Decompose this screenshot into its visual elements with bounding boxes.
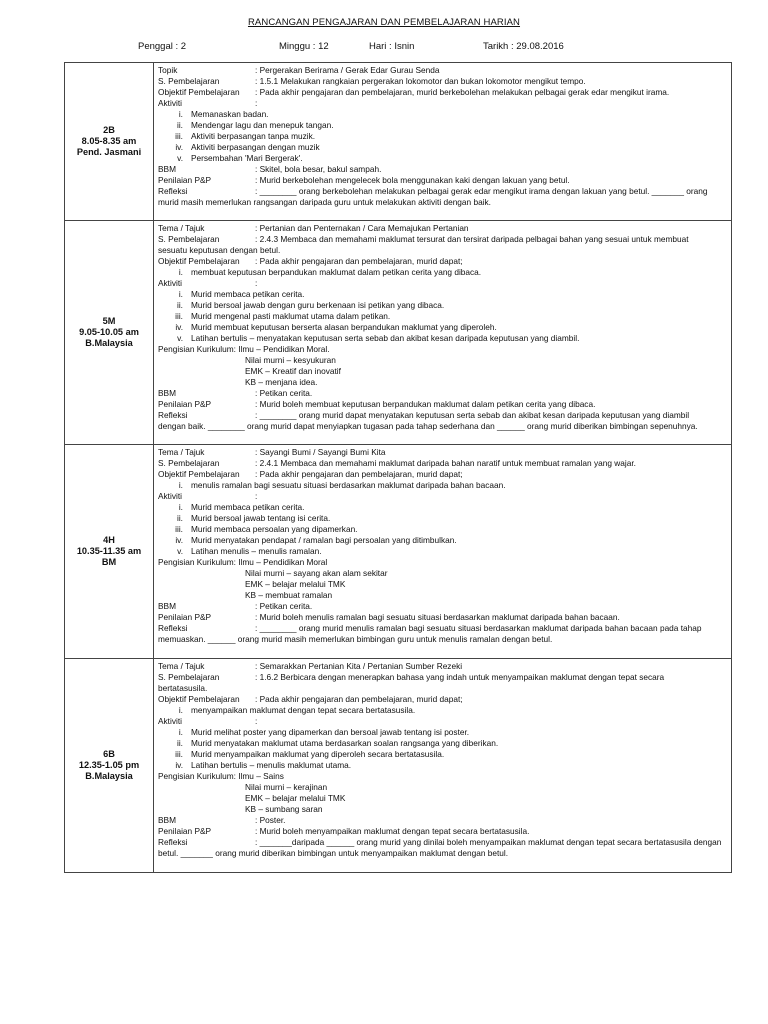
- field-value: : ________ orang berkebolehan melakukan pelbagai gerak edar mengikut irama dengan lakuan yang betul. _______ orang: [255, 186, 708, 196]
- field-value: KB – menjana idea.: [245, 377, 318, 387]
- class-info: 8.05-8.35 am: [81, 136, 137, 146]
- lesson-row: [65, 63, 732, 221]
- field-value: : Poster.: [255, 815, 286, 825]
- class-cell: [65, 445, 154, 659]
- field-value: : ________ orang murid menulis ramalan bagi sesuatu situasi berdasarkan maklumat daripada bahan bacaan pada tahap: [255, 623, 702, 633]
- field-label: BBM: [158, 815, 176, 825]
- standard-line: [158, 672, 727, 683]
- activity-item: [158, 300, 727, 311]
- penggal-label: Penggal : 2: [138, 41, 187, 52]
- field-value: KB – membuat ramalan: [245, 590, 333, 600]
- field-value: EMK – belajar melalui TMK: [245, 793, 346, 803]
- field-value: : 2.4.3 Membaca dan memahami maklumat tersurat dan tersirat daripada pelbagai bahan yang sesuai untuk membuat: [255, 234, 689, 244]
- item-text: Murid menyatakan maklumat utama berdasarkan soalan rangsanga yang diberikan.: [191, 738, 499, 748]
- reflection-line: [158, 623, 727, 634]
- field-label: S. Pembelajaran: [158, 234, 220, 244]
- field-value: : _______daripada ______ orang murid yang dinilai boleh menyampaikan maklumat dengan tepat secara bertatasusila dengan: [255, 837, 722, 847]
- field-value: : Pada akhir pengajaran dan pembelajaran, murid dapat;: [255, 256, 463, 266]
- field-label: S. Pembelajaran: [158, 76, 220, 86]
- topic-line: [158, 661, 727, 672]
- field-label: Penilaian P&P: [158, 612, 212, 622]
- field-value: Pengisian Kurikulum: Ilmu – Pendidikan Moral: [158, 557, 328, 567]
- activity-heading: [158, 491, 727, 502]
- curriculum-line: [158, 344, 727, 355]
- assessment-line: [158, 612, 727, 623]
- topic-line: [158, 223, 727, 234]
- curriculum-line: [158, 557, 727, 568]
- activity-item: [158, 502, 727, 513]
- field-value: : Skitel, bola besar, bakul sampah.: [255, 164, 382, 174]
- field-value: betul. _______ orang murid diberikan bimbingan untuk menyampaikan maklumat dengan betul.: [158, 848, 509, 858]
- field-value: : Murid boleh menulis ramalan bagi sesuatu situasi berdasarkan maklumat daripada bahan bacaan.: [255, 612, 620, 622]
- field-value: EMK – Kreatif dan inovatif: [245, 366, 341, 376]
- activity-item: [158, 546, 727, 557]
- item-text: Murid melihat poster yang dipamerkan dan bersoal jawab tentang isi poster.: [191, 727, 470, 737]
- item-text: Murid bersoal jawab tentang isi cerita.: [191, 513, 331, 523]
- field-label: Penilaian P&P: [158, 175, 212, 185]
- field-value: : Petikan cerita.: [255, 601, 313, 611]
- field-value: : 1.5.1 Melakukan rangkaian pergerakan lokomotor dan bukan lokomotor mengikut tempo.: [255, 76, 586, 86]
- item-number: ii.: [177, 738, 183, 748]
- field-value: : Pada akhir pengajaran dan pembelajaran, murid dapat;: [255, 694, 463, 704]
- item-number: iv.: [175, 142, 183, 152]
- activity-item: [158, 749, 727, 760]
- activity-item: [158, 311, 727, 322]
- item-number: iv.: [175, 535, 183, 545]
- curriculum-line: [158, 771, 727, 782]
- item-text: Murid membaca petikan cerita.: [191, 502, 305, 512]
- field-label: Tema / Tajuk: [158, 661, 205, 671]
- item-number: iii.: [175, 749, 183, 759]
- field-label: Refleksi: [158, 410, 188, 420]
- field-value: : Semarakkan Pertanian Kita / Pertanian Sumber Rezeki: [255, 661, 463, 671]
- objective-line: [158, 256, 727, 267]
- lesson-content: [154, 63, 732, 221]
- materials-line: [158, 164, 727, 175]
- class-info: B.Malaysia: [85, 338, 133, 348]
- class-cell: [65, 659, 154, 873]
- objective-line: [158, 694, 727, 705]
- class-cell: [65, 63, 154, 221]
- activity-heading: [158, 98, 727, 109]
- item-text: membuat keputusan berpandukan maklumat dalam petikan cerita yang dibaca.: [191, 267, 482, 277]
- field-value: Nilai murni – kerajinan: [245, 782, 328, 792]
- field-label: Refleksi: [158, 186, 188, 196]
- item-number: ii.: [177, 120, 183, 130]
- reflection-line-cont: [158, 421, 727, 432]
- objective-item: [158, 267, 727, 278]
- item-text: Latihan menulis – menulis ramalan.: [191, 546, 322, 556]
- item-number: ii.: [177, 513, 183, 523]
- item-number: i.: [178, 267, 183, 277]
- assessment-line: [158, 826, 727, 837]
- field-label: Tema / Tajuk: [158, 447, 205, 457]
- class-info: 10.35-11.35 am: [76, 546, 142, 556]
- field-value: : 2.4.1 Membaca dan memahami maklumat daripada bahan naratif untuk membuat ramalan yang wajar.: [255, 458, 636, 468]
- activity-item: [158, 289, 727, 300]
- reflection-line: [158, 186, 727, 197]
- activity-item: [158, 131, 727, 142]
- field-value: : Murid boleh menyampaikan maklumat dengan tepat secara bertatasusila.: [255, 826, 530, 836]
- class-info: 9.05-10.05 am: [79, 327, 139, 337]
- field-value: :: [255, 491, 258, 501]
- field-label: Aktiviti: [158, 98, 182, 108]
- activity-item: [158, 760, 727, 771]
- objective-line: [158, 469, 727, 480]
- field-label: Objektif Pembelajaran: [158, 694, 240, 704]
- class-info: B.Malaysia: [85, 771, 133, 781]
- curriculum-item: [158, 377, 727, 388]
- standard-line: [158, 76, 727, 87]
- activity-item: [158, 738, 727, 749]
- standard-line: [158, 458, 727, 469]
- lesson-row: [65, 445, 732, 659]
- reflection-line: [158, 837, 727, 848]
- item-text: Memanaskan badan.: [191, 109, 269, 119]
- curriculum-item: [158, 366, 727, 377]
- document-title: RANCANGAN PENGAJARAN DAN PEMBELAJARAN HARIAN: [247, 17, 521, 28]
- field-label: Topik: [158, 65, 178, 75]
- item-text: Murid bersoal jawab dengan guru berkenaan isi petikan yang dibaca.: [191, 300, 445, 310]
- reflection-line-cont: [158, 197, 727, 208]
- assessment-line: [158, 399, 727, 410]
- standard-line: [158, 234, 727, 245]
- class-cell: [65, 221, 154, 445]
- field-label: Tema / Tajuk: [158, 223, 205, 233]
- field-value: : Pada akhir pengajaran dan pembelajaran, murid berkebolehan melakukan pelbagai gerak edar mengikut irama.: [255, 87, 670, 97]
- field-value: KB – sumbang saran: [245, 804, 323, 814]
- activity-item: [158, 727, 727, 738]
- item-text: Persembahan 'Mari Bergerak'.: [191, 153, 303, 163]
- field-value: Nilai murni – sayang akan alam sekitar: [245, 568, 388, 578]
- item-number: i.: [178, 480, 183, 490]
- topic-line: [158, 447, 727, 458]
- activity-item: [158, 120, 727, 131]
- item-text: menyampaikan maklumat dengan tepat secara bertatasusila.: [191, 705, 416, 715]
- item-text: Aktiviti berpasangan dengan muzik: [191, 142, 320, 152]
- curriculum-item: [158, 579, 727, 590]
- item-text: Murid mengenal pasti maklumat utama dalam petikan.: [191, 311, 391, 321]
- lesson-content: [154, 659, 732, 873]
- item-number: ii.: [177, 300, 183, 310]
- field-value: : 1.6.2 Berbicara dengan menerapkan bahasa yang indah untuk menyampaikan maklumat dengan tepat secara: [255, 672, 665, 682]
- item-text: Latihan bertulis – menyatakan keputusan serta sebab dan akibat kesan daripada keputusan yang diambil.: [191, 333, 580, 343]
- item-number: iii.: [175, 311, 183, 321]
- item-number: i.: [178, 727, 183, 737]
- field-value: :: [255, 98, 258, 108]
- activity-item: [158, 513, 727, 524]
- field-label: Objektif Pembelajaran: [158, 87, 240, 97]
- materials-line: [158, 388, 727, 399]
- field-value: : ________ orang murid dapat menyatakan keputusan serta sebab dan akibat kesan daripada keputusan yang diambil: [255, 410, 690, 420]
- curriculum-item: [158, 355, 727, 366]
- field-value: :: [255, 278, 258, 288]
- field-value: : Petikan cerita.: [255, 388, 313, 398]
- field-label: Aktiviti: [158, 716, 182, 726]
- standard-line-cont: [158, 683, 727, 694]
- item-number: i.: [178, 705, 183, 715]
- reflection-line: [158, 410, 727, 421]
- field-label: S. Pembelajaran: [158, 672, 220, 682]
- curriculum-item: [158, 804, 727, 815]
- item-number: iii.: [175, 131, 183, 141]
- item-text: Latihan bertulis – menulis maklumat utama.: [191, 760, 352, 770]
- reflection-line-cont: [158, 634, 727, 645]
- item-number: v.: [177, 333, 183, 343]
- field-label: Refleksi: [158, 837, 188, 847]
- objective-item: [158, 705, 727, 716]
- activity-item: [158, 535, 727, 546]
- lesson-content: [154, 221, 732, 445]
- item-text: Mendengar lagu dan menepuk tangan.: [191, 120, 334, 130]
- field-value: : Sayangi Bumi / Sayangi Bumi Kita: [255, 447, 386, 457]
- activity-item: [158, 333, 727, 344]
- field-label: Penilaian P&P: [158, 399, 212, 409]
- item-number: i.: [178, 109, 183, 119]
- meta-row: [0, 41, 768, 55]
- curriculum-item: [158, 793, 727, 804]
- field-value: Pengisian Kurikulum: Ilmu – Sains: [158, 771, 284, 781]
- field-value: : Murid boleh membuat keputusan berpandukan maklumat dalam petikan cerita yang dibaca.: [255, 399, 596, 409]
- activity-heading: [158, 716, 727, 727]
- tarikh-label: Tarikh : 29.08.2016: [483, 41, 564, 52]
- item-number: i.: [178, 289, 183, 299]
- class-info: 12.35-1.05 pm: [78, 760, 140, 770]
- class-info: 6B: [103, 749, 115, 759]
- item-number: iii.: [175, 524, 183, 534]
- class-info: 5M: [102, 316, 116, 326]
- lesson-plan-table: [64, 62, 732, 873]
- objective-item: [158, 480, 727, 491]
- activity-item: [158, 142, 727, 153]
- field-value: bertatasusila.: [158, 683, 208, 693]
- field-value: : Murid berkebolehan mengelecek bola menggunakan kaki dengan lakuan yang betul.: [255, 175, 570, 185]
- field-value: Pengisian Kurikulum: Ilmu – Pendidikan Moral.: [158, 344, 330, 354]
- field-label: BBM: [158, 388, 176, 398]
- item-text: Murid menyatakan pendapat / ramalan bagi persoalan yang ditimbulkan.: [191, 535, 457, 545]
- field-label: Aktiviti: [158, 491, 182, 501]
- field-value: sesuatu keputusan dengan betul.: [158, 245, 281, 255]
- lesson-row: [65, 221, 732, 445]
- curriculum-item: [158, 782, 727, 793]
- class-info: Pend. Jasmani: [76, 147, 142, 157]
- item-text: Aktiviti berpasangan tanpa muzik.: [191, 131, 316, 141]
- class-info: BM: [101, 557, 117, 567]
- field-value: : Pergerakan Berirama / Gerak Edar Gurau Senda: [255, 65, 440, 75]
- field-label: Refleksi: [158, 623, 188, 633]
- field-label: Aktiviti: [158, 278, 182, 288]
- class-info: 2B: [103, 125, 115, 135]
- assessment-line: [158, 175, 727, 186]
- materials-line: [158, 815, 727, 826]
- field-label: BBM: [158, 164, 176, 174]
- item-text: Murid membaca persoalan yang dipamerkan.: [191, 524, 358, 534]
- topic-line: [158, 65, 727, 76]
- field-label: Objektif Pembelajaran: [158, 256, 240, 266]
- item-text: Murid membaca petikan cerita.: [191, 289, 305, 299]
- activity-item: [158, 153, 727, 164]
- field-label: BBM: [158, 601, 176, 611]
- item-number: v.: [177, 153, 183, 163]
- lesson-row: [65, 659, 732, 873]
- activity-heading: [158, 278, 727, 289]
- field-value: murid masih memerlukan rangsangan daripada guru untuk melakukan aktiviti dengan baik.: [158, 197, 491, 207]
- field-value: EMK – belajar melalui TMK: [245, 579, 346, 589]
- activity-item: [158, 322, 727, 333]
- item-number: iv.: [175, 760, 183, 770]
- materials-line: [158, 601, 727, 612]
- field-value: memuaskan. ______ orang murid masih memerlukan bimbingan guru untuk menulis ramalan dengan betul.: [158, 634, 553, 644]
- activity-item: [158, 524, 727, 535]
- reflection-line-cont: [158, 848, 727, 859]
- field-label: S. Pembelajaran: [158, 458, 220, 468]
- item-number: i.: [178, 502, 183, 512]
- activity-item: [158, 109, 727, 120]
- standard-line-cont: [158, 245, 727, 256]
- curriculum-item: [158, 590, 727, 601]
- minggu-label: Minggu : 12: [279, 41, 329, 52]
- field-value: :: [255, 716, 258, 726]
- lesson-content: [154, 445, 732, 659]
- item-text: menulis ramalan bagi sesuatu situasi berdasarkan maklumat daripada bahan bacaan.: [191, 480, 506, 490]
- item-text: Murid membuat keputusan berserta alasan berpandukan maklumat yang diperoleh.: [191, 322, 497, 332]
- field-value: dengan baik. ________ orang murid dapat menyiapkan tugasan pada tahap sederhana dan ______ orang murid diberikan bimbingan sepenuhnya.: [158, 421, 698, 431]
- hari-label: Hari : Isnin: [369, 41, 415, 52]
- item-number: v.: [177, 546, 183, 556]
- field-label: Penilaian P&P: [158, 826, 212, 836]
- item-number: iv.: [175, 322, 183, 332]
- item-text: Murid menyampaikan maklumat yang diperoleh secara bertatasusila.: [191, 749, 445, 759]
- curriculum-item: [158, 568, 727, 579]
- field-value: : Pada akhir pengajaran dan pembelajaran, murid dapat;: [255, 469, 463, 479]
- field-value: : Pertanian dan Penternakan / Cara Memajukan Pertanian: [255, 223, 469, 233]
- class-info: 4H: [103, 535, 115, 545]
- field-label: Objektif Pembelajaran: [158, 469, 240, 479]
- field-value: Nilai murni – kesyukuran: [245, 355, 336, 365]
- objective-line: [158, 87, 727, 98]
